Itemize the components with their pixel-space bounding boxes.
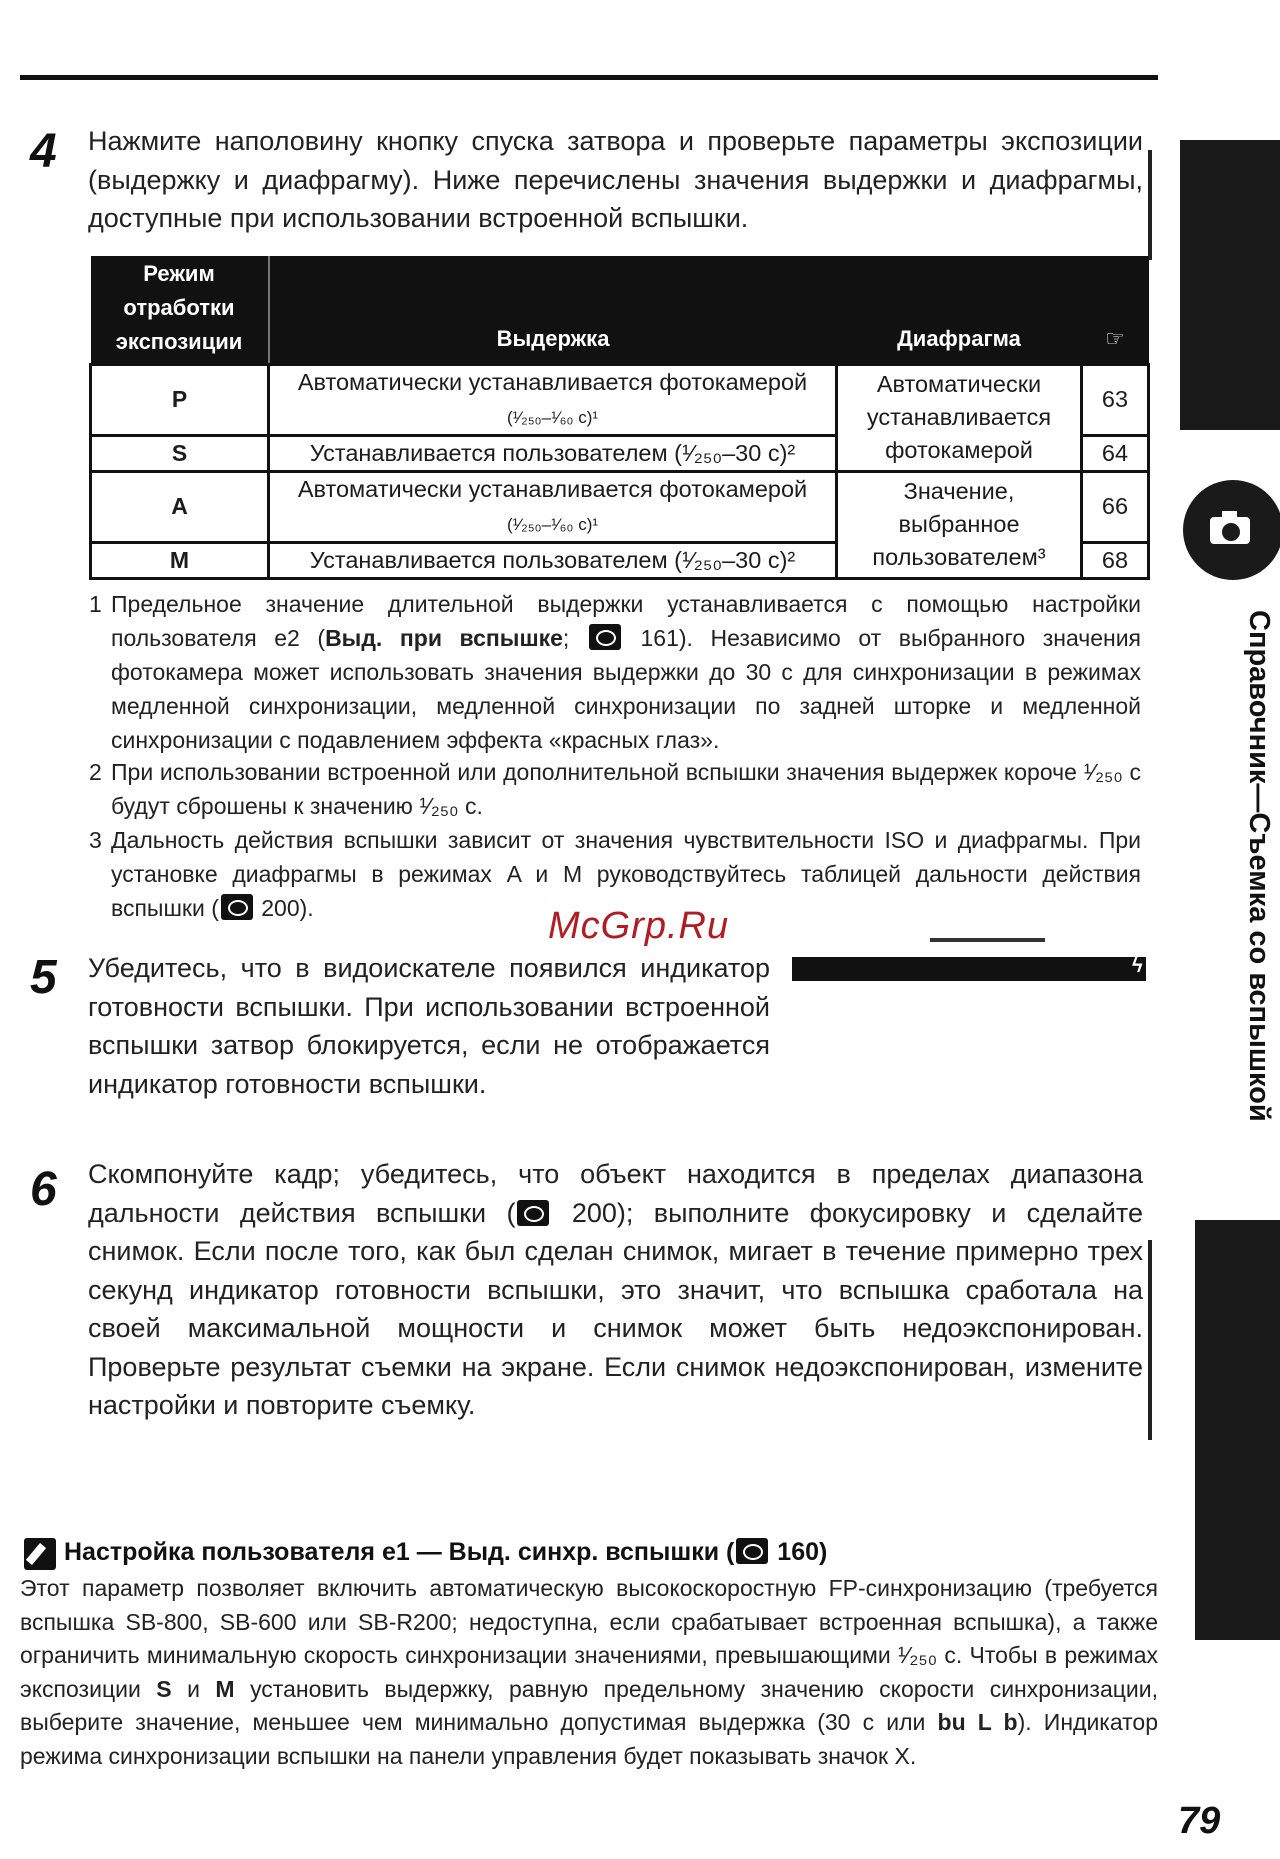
camera-icon-lens (1220, 521, 1242, 543)
row-p-shutter (269, 364, 837, 435)
aperture-auto-line3: фотокамерой (885, 437, 1033, 463)
row-s-page: 64 (1082, 435, 1149, 471)
viewfinder-strip (930, 938, 1045, 942)
footnote-1-text-c: 161). Независимо от выбранного значения фотокамера может использовать значения выдержки до 30 с для синхронизации в режимах медленной синхронизации, медленной синхронизации по задней шторке и медленной синхронизации с подавлением эффекта «красных глаз». (111, 625, 1142, 753)
page-number: 79 (1178, 1800, 1221, 1842)
footnote-2-body: При использовании встроенной или дополнительной вспышки значения выдержек короче ¹⁄₂₅₀ с будут сброшены к значению ¹⁄₂₅₀ с. (111, 759, 1141, 819)
aperture-user-line3: пользователем³ (872, 544, 1046, 570)
side-tab-bottom (1195, 1220, 1280, 1640)
footnote-1-text-b: ; (562, 625, 587, 651)
row-mode-a: A (91, 471, 269, 542)
footnote-3-text-a: Дальность действия вспышки зависит от значения чувствительности ISO и диафрагмы. При установке диафрагмы в режимах A и M руководствуйтесь таблицей дальности действия вспышки ( (111, 827, 1141, 921)
step-5-text: Убедитесь, что в видоискателе появился индикатор готовности вспышки. При использовании встроенной вспышки затвор блокируется, если не отображается индикатор готовности вспышки. (88, 953, 770, 1099)
aperture-user-line2: выбранное (898, 511, 1020, 537)
aperture-user-cell (837, 471, 1082, 578)
aperture-auto-line2: устанавливается (866, 404, 1052, 430)
aperture-user-line1: Значение, (903, 478, 1015, 504)
aperture-auto-line1: Автоматически (876, 371, 1042, 397)
row-mode-m: M (91, 542, 269, 578)
tip-mode-s: S (156, 1675, 172, 1702)
footnote-2-number: 2 (89, 759, 102, 785)
header-aperture: Диафрагма (837, 256, 1082, 364)
header-mode-line1: Режим (143, 260, 215, 286)
tip-mode-m: M (215, 1675, 235, 1702)
step-6-text-b: 200); выполните фокусировку и сделайте снимок. Если после того, как был сделан снимок, мигает в течение примерно трех секунд индикатор готовности вспышки, это значит, что вспышка сработала на своей максимальной мощности и снимок может быть недоэкспонирован. Проверьте результат съемки на экране. Если снимок недоэкспонирован, измените настройки и повторите съемку. (88, 1197, 1143, 1420)
page-ref-icon (589, 624, 621, 650)
row-mode-s: S (91, 435, 269, 471)
table-header-row (91, 256, 1149, 364)
tip-and: и (171, 1675, 216, 1702)
aperture-auto-cell (837, 364, 1082, 471)
footnote-2 (89, 755, 1141, 823)
tip-text-c: ). Индикатор режима синхронизации вспышки на панели управления будет показывать значок X. (20, 1709, 1159, 1769)
flash-ready-icon: ϟ (1132, 955, 1143, 977)
footnote-1-bold: Выд. при вспышке (325, 625, 563, 651)
tip-text-a: Этот параметр позволяет включить автоматическую высокоскоростную FP-синхронизацию (требуется вспышка SB-800, SB-600 или SB-R200; недоступна, если срабатывает встроенная вспышка), а также ограничить минимальную скорость синхронизации значениями, превышающими ¹⁄₂₅₀ с. Чтобы в режимах экспозиции (20, 1575, 1158, 1702)
header-mode (91, 256, 269, 364)
footnote-1-number: 1 (89, 591, 102, 617)
row-a-page: 66 (1082, 471, 1149, 542)
step-6-text (88, 1155, 1143, 1425)
tip-title (64, 1538, 827, 1567)
row-m-page: 68 (1082, 542, 1149, 578)
header-mode-line2: отработки (123, 294, 235, 320)
tip-bulb: bu L b (937, 1709, 1018, 1735)
header-page-icon: ☞ (1082, 256, 1149, 364)
page-ref-icon (517, 1200, 549, 1226)
row-p-page: 63 (1082, 364, 1149, 435)
scan-edge-mark (1148, 1240, 1152, 1440)
row-mode-p: P (91, 364, 269, 435)
tip-title-a: Настройка пользователя e1 — Выд. синхр. вспышки ( (64, 1538, 735, 1566)
row-a-shutter-line1: Автоматически устанавливается фотокамерой (297, 475, 808, 502)
footnote-1-body (89, 587, 1141, 757)
header-mode-line3: экспозиции (115, 328, 243, 354)
scan-edge-mark (1148, 150, 1152, 260)
table-row (91, 471, 1149, 542)
row-a-shutter (269, 471, 837, 542)
row-m-shutter: Устанавливается пользователем (¹⁄₂₅₀–30 с)² (269, 542, 837, 578)
table-row (91, 364, 1149, 435)
page-ref-icon (221, 894, 253, 920)
step-5-number: 5 (30, 951, 57, 1004)
row-a-shutter-line2: (¹⁄₂₅₀–¹⁄₆₀ с)¹ (506, 514, 599, 534)
footnote-3-number: 3 (89, 827, 102, 853)
tip-title-b: 160) (770, 1538, 828, 1566)
row-s-shutter: Устанавливается пользователем (¹⁄₂₅₀–30 с)² (269, 435, 837, 471)
row-p-shutter-line1: Автоматически устанавливается фотокамерой (297, 368, 808, 395)
watermark: McGrp.Ru (548, 905, 730, 947)
footnote-1 (89, 587, 1141, 757)
page-ref-icon (736, 1538, 768, 1564)
step-6-number: 6 (30, 1163, 57, 1216)
exposure-table (89, 256, 1150, 580)
side-section-title-text: Справочник—Съемка со вспышкой (1243, 610, 1275, 1122)
step-4-number: 4 (30, 125, 57, 178)
tip-text-b: установить выдержку, равную предельному значению скорости синхронизации, выберите значение, меньшее чем минимально допустимая выдержка (30 с или (20, 1675, 1158, 1735)
step-6-text-a: Скомпонуйте кадр; убедитесь, что объект находится в пределах диапазона дальности действия вспышки ( (88, 1159, 1143, 1228)
step-4-text: Нажмите наполовину кнопку спуска затвора и проверьте параметры экспозиции (выдержку и диафрагму). Ниже перечислены значения выдержки и диафрагмы, доступные при использовании встроенной вспышки. (88, 126, 1143, 233)
side-section-title (1235, 610, 1275, 1150)
footnote-1-text-a: Предельное значение длительной выдержки устанавливается с помощью настройки пользователя e2 ( (111, 591, 1141, 651)
viewfinder-display (792, 957, 1146, 981)
pencil-icon (24, 1538, 56, 1570)
top-rule (20, 75, 1158, 80)
row-p-shutter-line2: (¹⁄₂₅₀–¹⁄₆₀ с)¹ (506, 407, 599, 427)
tip-text (20, 1572, 1158, 1773)
header-shutter: Выдержка (269, 256, 837, 364)
footnote-3-text-c: 200). (254, 895, 314, 921)
side-tab-top (1180, 140, 1280, 430)
